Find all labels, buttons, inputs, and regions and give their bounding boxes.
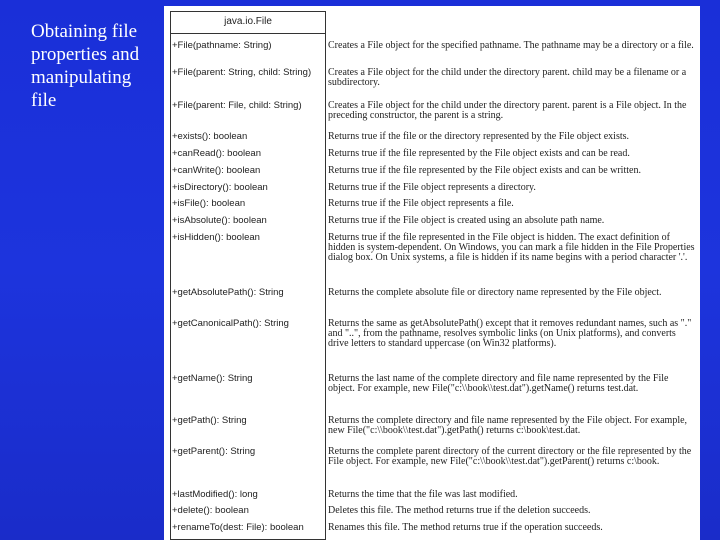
member-signature: +canRead(): boolean xyxy=(172,148,261,159)
member-signature: +isAbsolute(): boolean xyxy=(172,215,267,226)
uml-diagram xyxy=(164,6,700,540)
member-description: Returns the same as getAbsolutePath() except that it removes redundant names, such as "." and "..", from the pathname, resolves symbolic links (on Unix platforms), and converts drive letters to standard uppercase (on Win32 platforms). xyxy=(328,318,692,349)
member-description: Returns true if the File object is created using an absolute path name. xyxy=(328,215,605,226)
member-signature: +File(parent: String, child: String) xyxy=(172,67,312,78)
member-description: Renames this file. The method returns true if the operation succeeds. xyxy=(328,522,603,533)
member-signature: +exists(): boolean xyxy=(172,131,248,142)
member-description: Returns the complete parent directory of the current directory or the file represented by the File object. For example, new File("c:\\book\\test.dat").getParent() returns c:\book. xyxy=(328,446,692,467)
member-description: Returns true if the file represented by the File object exists and can be read. xyxy=(328,148,630,159)
member-signature: +File(pathname: String) xyxy=(172,40,272,51)
member-signature: +getCanonicalPath(): String xyxy=(172,318,289,329)
member-signature: +getName(): String xyxy=(172,373,253,384)
member-signature: +getParent(): String xyxy=(172,446,256,457)
member-signature: +renameTo(dest: File): boolean xyxy=(172,522,304,533)
member-signature: +File(parent: File, child: String) xyxy=(172,100,302,111)
member-description: Creates a File object for the specified pathname. The pathname may be a directory or a file. xyxy=(328,40,694,51)
member-signature: +getAbsolutePath(): String xyxy=(172,287,284,298)
member-description: Returns the complete directory and file name represented by the File object. For example, new File("c:\\book\\test.dat").getPath() returns c:\book\test.dat. xyxy=(328,415,688,436)
member-signature: +getPath(): String xyxy=(172,415,247,426)
member-description: Deletes this file. The method returns true if the deletion succeeds. xyxy=(328,505,591,516)
member-description: Returns the last name of the complete directory and file name represented by the File object. For example, new File("c:\\book\\test.dat").getName() returns test.dat. xyxy=(328,373,669,394)
member-description: Returns true if the File object represents a directory. xyxy=(328,182,536,193)
member-description: Creates a File object for the child under the directory parent. parent is a File object. In the preceding constructor, the parent is a string. xyxy=(328,100,687,121)
member-description: Returns true if the file or the directory represented by the File object exists. xyxy=(328,131,630,142)
member-signature: +isFile(): boolean xyxy=(172,198,246,209)
member-description: Creates a File object for the child under the directory parent. child may be a filename or a subdirectory. xyxy=(328,67,687,88)
slide-title: Obtaining file properties and manipulating file xyxy=(31,21,140,111)
member-description: Returns true if the File object represents a file. xyxy=(328,198,514,209)
member-description: Returns the complete absolute file or directory name represented by the File object. xyxy=(328,287,662,298)
member-signature: +lastModified(): long xyxy=(172,489,258,500)
member-signature: +canWrite(): boolean xyxy=(172,165,261,176)
uml-class-box xyxy=(170,11,326,540)
uml-class-name: java.io.File xyxy=(171,12,325,34)
member-description: Returns the time that the file was last modified. xyxy=(328,489,518,500)
member-signature: +delete(): boolean xyxy=(172,505,249,516)
member-description: Returns true if the file represented by the File object exists and can be written. xyxy=(328,165,641,176)
member-description: Returns true if the file represented in the File object is hidden. The exact definition of hidden is system-dependent. On Windows, you can mark a file hidden in the File Properties dialog box. On Unix systems, a file is hidden if its name begins with a period character '.'. xyxy=(328,232,695,263)
member-signature: +isHidden(): boolean xyxy=(172,232,260,243)
member-signature: +isDirectory(): boolean xyxy=(172,182,268,193)
